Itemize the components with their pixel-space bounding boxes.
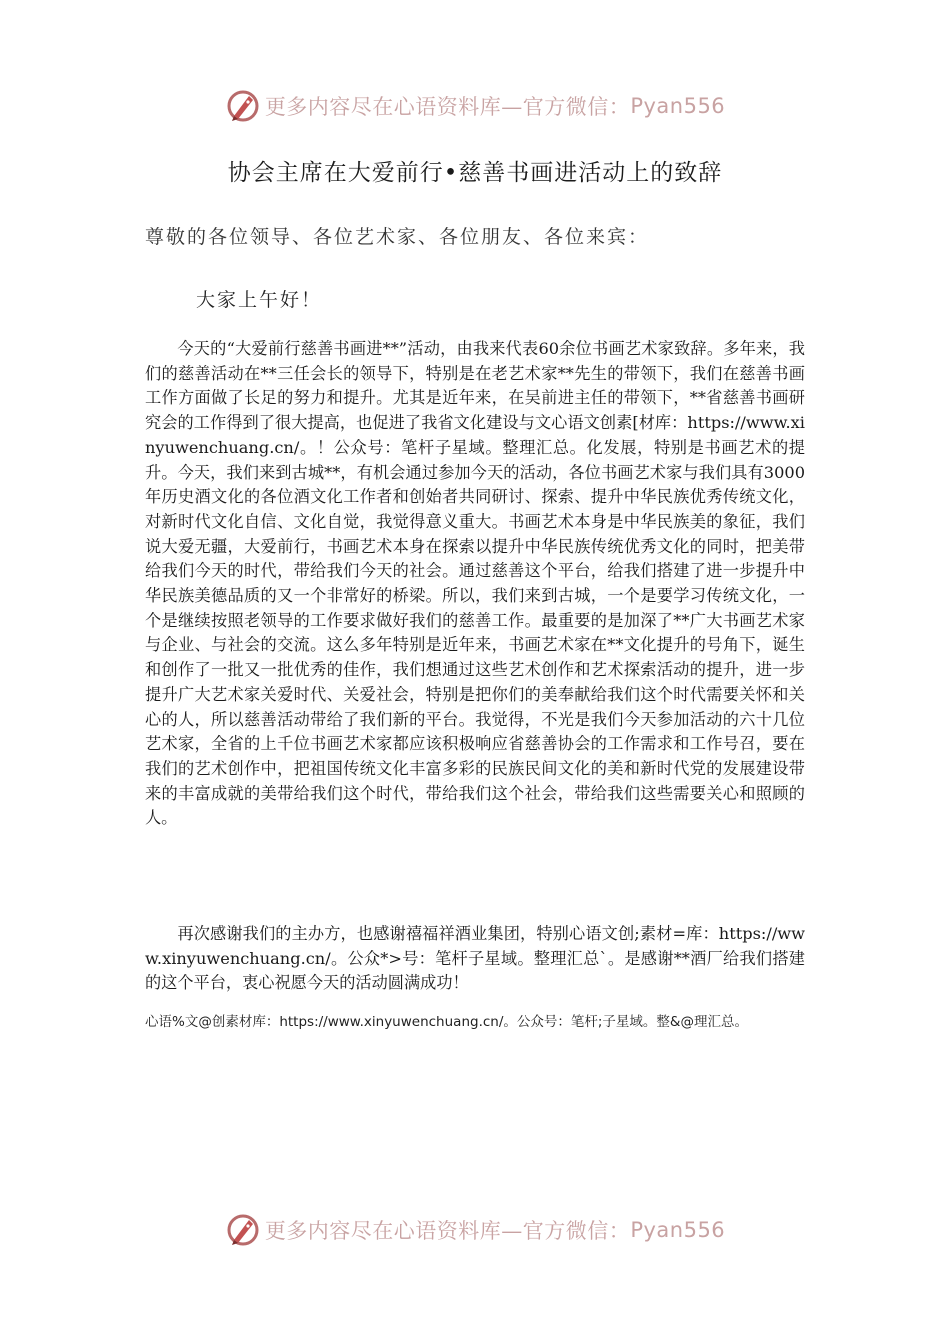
greeting: 大家上午好！ <box>196 289 323 311</box>
body-paragraph-2: 再次感谢我们的主办方，也感谢禧福祥酒业集团，特别心语文创;素材=库：https://www.xinyuwenchuang.cn/。公众*>号：笔杆子星域。整理汇总`。是感谢**酒厂给我们搭建的这个平台，衷心祝愿今天的活动圆满成功！ <box>145 924 805 993</box>
banner-text: 更多内容尽在心语资料库—官方微信： <box>264 1219 631 1243</box>
document-title: 协会主席在大爱前行•慈善书画进活动上的致辞 <box>227 160 723 186</box>
header-banner <box>0 84 950 128</box>
body-paragraph-1: 今天的“大爱前行慈善书画进**”活动，由我来代表60余位书画艺术家致辞。多年来，我们的慈善活动在**三任会长的领导下，特别是在老艺术家**先生的带领下，我们在慈善书画工作方面做了长足的努力和提升。尤其是近年来，在吴前进主任的带领下，**省慈善书画研究会的工作得到了很大提高，也促进了我省文化建设与文心语文创素[材库：https://www.xinyuwenchuang.cn/。！公众号：笔杆子星域。整理汇总。化发展，特别是书画艺术的提升。今天，我们来到古城**，有机会通过参加今天的活动，各位书画艺术家与我们具有3000年历史酒文化的各位酒文化工作者和创始者共同研讨、探索、提升中华民族优秀传统文化，对新时代文化自信、文化自觉，我觉得意义重大。书画艺术本身是中华民族美的象征，我们说大爱无疆，大爱前行，书画艺术本身在探索以提升中华民族传统优秀文化的同时，把美带给我们今天的时代，带给我们今天的社会。通过慈善这个平台，给我们搭建了进一步提升中华民族美德品质的又一个非常好的桥梁。所以，我们来到古城，一个是要学习传统文化，一个是继续按照老领导的工作要求做好我们的慈善工作。最重要的是加深了**广大书画艺术家与企业、与社会的交流。这么多年特别是近年来，书画艺术家在**文化提升的号角下，诞生和创作了一批又一批优秀的佳作，我们想通过这些艺术创作和艺术探索活动的提升，进一步提升广大艺术家关爱时代、关爱社会，特别是把你们的美奉献给我们这个时代需要关怀和关心的人，所以慈善活动带给了我们新的平台。我觉得，不光是我们今天参加活动的六十几位艺术家，全省的上千位书画艺术家都应该积极响应省慈善协会的工作需求和工作号召，要在我们的艺术创作中，把祖国传统文化丰富多彩的民族民间文化的美和新时代党的发展建设带来的丰富成就的美带给我们这个时代，带给我们这个社会，带给我们这些需要关心和照顾的人。 <box>145 339 805 828</box>
pen-nib-logo-icon <box>225 88 261 124</box>
footer-banner <box>0 1208 950 1252</box>
banner-text: 更多内容尽在心语资料库—官方微信： <box>264 95 631 119</box>
salutation: 尊敬的各位领导、各位艺术家、各位朋友、各位来宾： <box>145 226 650 248</box>
banner-wechat-id: Pyan556 <box>630 94 726 118</box>
pen-nib-logo-icon <box>225 1212 261 1248</box>
banner-wechat-id: Pyan556 <box>630 1218 726 1242</box>
footnote-watermark: 心语%文@创素材库：https://www.xinyuwenchuang.cn/。公众号：笔杆;子星域。整&@理汇总。 <box>145 1014 748 1030</box>
